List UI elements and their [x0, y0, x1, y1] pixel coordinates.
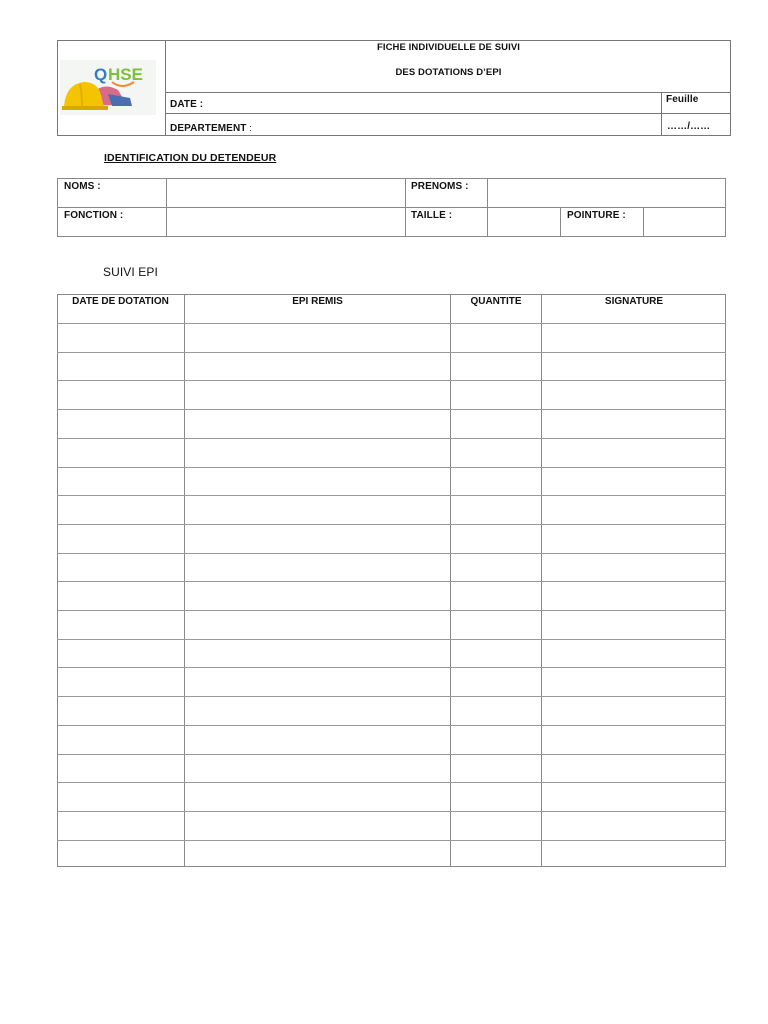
date-label: DATE : [170, 99, 204, 110]
epi-remis-cell[interactable] [185, 582, 450, 609]
quantite-cell[interactable] [451, 611, 541, 638]
noms-field[interactable] [167, 179, 404, 206]
epi-remis-cell[interactable] [185, 381, 450, 408]
epi-remis-cell[interactable] [185, 468, 450, 495]
signature-cell[interactable] [542, 496, 726, 523]
quantite-cell[interactable] [451, 439, 541, 466]
epi-remis-cell[interactable] [185, 755, 450, 782]
epi-remis-cell[interactable] [185, 726, 450, 753]
quantite-cell[interactable] [451, 496, 541, 523]
quantite-cell[interactable] [451, 353, 541, 380]
signature-cell[interactable] [542, 410, 726, 437]
date-de-dotation-cell[interactable] [57, 468, 184, 495]
signature-cell[interactable] [542, 353, 726, 380]
taille-field[interactable] [488, 208, 559, 236]
column-header-signature: SIGNATURE [604, 296, 664, 307]
quantite-cell[interactable] [451, 525, 541, 552]
quantite-cell[interactable] [451, 582, 541, 609]
quantite-cell[interactable] [451, 381, 541, 408]
signature-cell[interactable] [542, 611, 726, 638]
noms-label: NOMS : [64, 181, 101, 192]
quantite-cell[interactable] [451, 697, 541, 724]
quantite-cell[interactable] [451, 755, 541, 782]
date-de-dotation-cell[interactable] [57, 439, 184, 466]
epi-remis-cell[interactable] [185, 783, 450, 810]
epi-remis-cell[interactable] [185, 812, 450, 839]
epi-remis-cell[interactable] [185, 525, 450, 552]
epi-remis-cell[interactable] [185, 640, 450, 667]
date-de-dotation-cell[interactable] [57, 611, 184, 638]
department-colon: : [249, 123, 252, 133]
identification-heading: IDENTIFICATION DU DETENDEUR [104, 152, 277, 164]
form-title-line2: DES DOTATIONS D’EPI [395, 67, 502, 78]
signature-cell[interactable] [542, 668, 726, 695]
date-de-dotation-cell[interactable] [57, 812, 184, 839]
date-de-dotation-cell[interactable] [57, 324, 184, 351]
pointure-label: POINTURE : [567, 210, 626, 221]
quantite-cell[interactable] [451, 841, 541, 868]
signature-cell[interactable] [542, 582, 726, 609]
epi-remis-cell[interactable] [185, 841, 450, 868]
date-de-dotation-cell[interactable] [57, 755, 184, 782]
department-label [170, 123, 252, 134]
signature-cell[interactable] [542, 439, 726, 466]
logo-letters-hse: HSE [108, 65, 143, 84]
epi-remis-cell[interactable] [185, 611, 450, 638]
date-de-dotation-cell[interactable] [57, 668, 184, 695]
quantite-cell[interactable] [451, 812, 541, 839]
epi-remis-cell[interactable] [185, 324, 450, 351]
date-de-dotation-cell[interactable] [57, 525, 184, 552]
signature-cell[interactable] [542, 812, 726, 839]
prenoms-label: PRENOMS : [411, 181, 469, 192]
date-de-dotation-cell[interactable] [57, 582, 184, 609]
quantite-cell[interactable] [451, 410, 541, 437]
quantite-cell[interactable] [451, 726, 541, 753]
quantite-cell[interactable] [451, 668, 541, 695]
qhse-logo [60, 60, 156, 115]
date-de-dotation-cell[interactable] [57, 841, 184, 868]
pointure-field[interactable] [644, 208, 725, 236]
epi-remis-cell[interactable] [185, 410, 450, 437]
date-de-dotation-cell[interactable] [57, 554, 184, 581]
signature-cell[interactable] [542, 841, 726, 868]
column-header-epi-remis: EPI REMIS [292, 296, 343, 307]
identification-col-divider [560, 207, 561, 237]
signature-cell[interactable] [542, 381, 726, 408]
identification-col-divider [405, 178, 406, 237]
epi-remis-cell[interactable] [185, 554, 450, 581]
quantite-cell[interactable] [451, 324, 541, 351]
signature-cell[interactable] [542, 697, 726, 724]
sheet-number-field: ……/…… [667, 121, 711, 132]
quantite-cell[interactable] [451, 783, 541, 810]
header-divider [166, 92, 731, 93]
quantite-cell[interactable] [451, 640, 541, 667]
fonction-label: FONCTION : [64, 210, 124, 221]
date-de-dotation-cell[interactable] [57, 726, 184, 753]
date-de-dotation-cell[interactable] [57, 410, 184, 437]
epi-remis-cell[interactable] [185, 697, 450, 724]
signature-cell[interactable] [542, 324, 726, 351]
date-de-dotation-cell[interactable] [57, 783, 184, 810]
quantite-cell[interactable] [451, 554, 541, 581]
fonction-field[interactable] [167, 208, 404, 236]
epi-remis-cell[interactable] [185, 439, 450, 466]
quantite-cell[interactable] [451, 468, 541, 495]
signature-cell[interactable] [542, 755, 726, 782]
sheet-label: Feuille [666, 94, 699, 105]
date-de-dotation-cell[interactable] [57, 496, 184, 523]
signature-cell[interactable] [542, 554, 726, 581]
column-header-date-de-dotation: DATE DE DOTATION [72, 296, 169, 307]
date-de-dotation-cell[interactable] [57, 640, 184, 667]
column-header-quantite: QUANTITE [470, 296, 522, 307]
epi-remis-cell[interactable] [185, 496, 450, 523]
header-divider [166, 113, 731, 114]
signature-cell[interactable] [542, 783, 726, 810]
date-de-dotation-cell[interactable] [57, 353, 184, 380]
suivi-epi-heading: SUIVI EPI [103, 265, 158, 279]
signature-cell[interactable] [542, 640, 726, 667]
date-de-dotation-cell[interactable] [57, 697, 184, 724]
prenoms-field[interactable] [488, 179, 725, 206]
epi-remis-cell[interactable] [185, 353, 450, 380]
signature-cell[interactable] [542, 726, 726, 753]
logo-letter-q: Q [94, 65, 108, 84]
department-label-text: DEPARTEMENT [170, 123, 247, 134]
signature-cell[interactable] [542, 525, 726, 552]
header-divider [661, 92, 662, 136]
taille-label: TAILLE : [411, 210, 453, 221]
form-title-line1: FICHE INDIVIDUELLE DE SUIVI [376, 42, 521, 53]
date-de-dotation-cell[interactable] [57, 381, 184, 408]
signature-cell[interactable] [542, 468, 726, 495]
epi-remis-cell[interactable] [185, 668, 450, 695]
